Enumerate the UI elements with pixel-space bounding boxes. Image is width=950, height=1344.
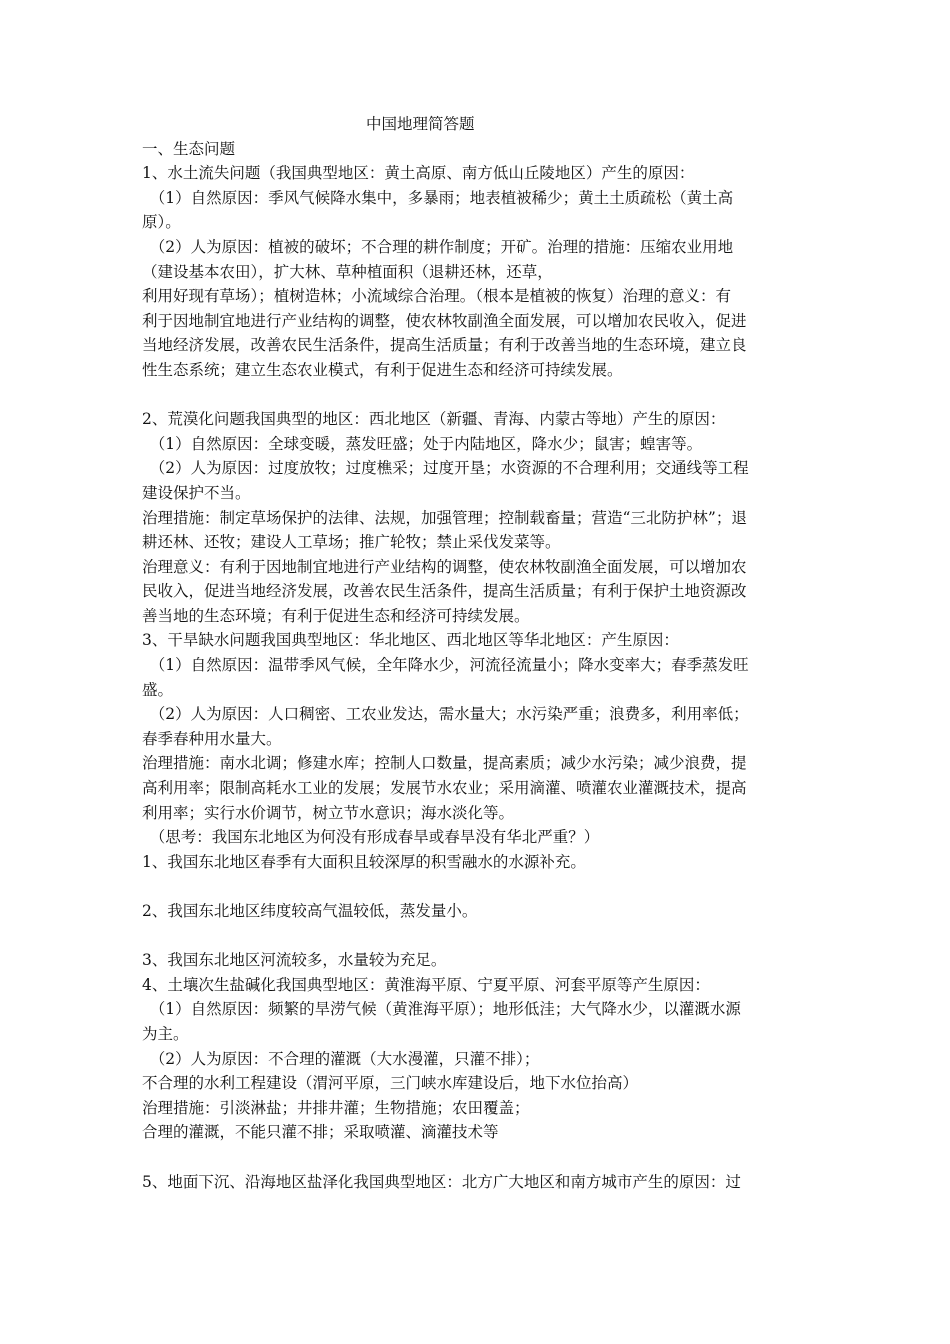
text-line: 合理的灌溉，不能只灌不排；采取喷灌、滴灌技术等 (142, 1123, 499, 1142)
text-line: 民收入，促进当地经济发展，改善农民生活条件，提高生活质量；有利于保护土地资源改 (142, 582, 747, 601)
text-line: 1、我国东北地区春季有大面积且较深厚的积雪融水的水源补充。 (142, 852, 586, 871)
text-line: 为主。 (142, 1024, 189, 1043)
text-line: 不合理的水利工程建设（渭河平原，三门峡水库建设后，地下水位抬高） (142, 1074, 639, 1093)
document-title: 中国地理简答题 (366, 115, 475, 133)
text-line: 一、生态问题 (142, 139, 236, 158)
text-line: （1）自然原因：频繁的旱涝气候（黄淮海平原）；地形低洼；大气降水少，以灌溉水源 (142, 1000, 741, 1019)
text-line: （建设基本农田），扩大林、草种植面积（退耕还林，还草， (142, 262, 553, 281)
text-line: （2）人为原因：植被的破坏；不合理的耕作制度；开矿。治理的措施：压缩农业用地 (142, 237, 734, 256)
text-line: 3、干旱缺水问题我国典型地区：华北地区、西北地区等华北地区：产生原因： (142, 631, 679, 650)
text-line: 建设保护不当。 (142, 483, 251, 502)
text-line: 2、我国东北地区纬度较高气温较低，蒸发量小。 (142, 902, 478, 920)
text-line: （1）自然原因：全球变暖，蒸发旺盛；处于内陆地区，降水少；鼠害；蝗害等。 (142, 434, 703, 453)
blank-line (142, 383, 812, 408)
text-line: 高利用率；限制高耗水工业的发展；发展节水农业；采用滴灌、喷灌农业灌溉技术，提高 (142, 779, 747, 798)
text-line: 原）。 (142, 213, 181, 232)
text-line: 治理措施：制定草场保护的法律、法规，加强管理；控制载畜量；营造“三北防护林”；退 (142, 508, 747, 527)
text-line: 3、我国东北地区河流较多，水量较为充足。 (142, 951, 447, 970)
text-line: 治理措施：南水北调；修建水库；控制人口数量，提高素质；减少水污染；减少浪费，提 (142, 754, 747, 773)
text-line: 利用率；实行水价调节，树立节水意识；海水淡化等。 (142, 803, 515, 822)
text-line: 1、水土流失问题（我国典型地区：黄土高原、南方低山丘陵地区）产生的原因： (142, 164, 695, 183)
text-line: 5、地面下沉、沿海地区盐泽化我国典型地区：北方广大地区和南方城市产生的原因：过 (142, 1172, 741, 1191)
text-line: （1）自然原因：温带季风气候，全年降水少，河流径流量小；降水变率大；春季蒸发旺 (142, 656, 749, 675)
text-line: 治理意义：有利于因地制宜地进行产业结构的调整，使农林牧副渔全面发展，可以增加农 (142, 557, 747, 576)
text-line: （1）自然原因：季风气候降水集中，多暴雨；地表植被稀少；黄土土质疏松（黄土高 (142, 188, 734, 207)
text-line: 耕还林、还牧；建设人工草场；推广轮牧；禁止采伐发菜等。 (142, 533, 561, 552)
document-body (142, 112, 812, 1194)
blank-line (142, 1145, 812, 1170)
text-line: （思考：我国东北地区为何没有形成春旱或春旱没有华北严重？） (142, 828, 600, 847)
blank-line (142, 924, 812, 949)
text-line: （2）人为原因：人口稠密、工农业发达，需水量大；水污染严重；浪费多，利用率低； (142, 705, 749, 724)
text-line: （2）人为原因：过度放牧；过度樵采；过度开垦；水资源的不合理利用；交通线等工程 (142, 459, 749, 478)
text-line: 善当地的生态环境；有利于促进生态和经济可持续发展。 (142, 606, 530, 625)
text-line: 利于因地制宜地进行产业结构的调整，使农林牧副渔全面发展，可以增加农民收入，促进 (142, 311, 747, 330)
text-line: 盛。 (142, 680, 174, 699)
text-line: 治理措施：引淡淋盐；井排井灌；生物措施；农田覆盖； (142, 1098, 530, 1117)
blank-line (142, 874, 812, 899)
text-line: 性生态系统；建立生态农业模式，有利于促进生态和经济可持续发展。 (142, 360, 623, 379)
document-lines (142, 137, 812, 1195)
text-line: 4、土壤次生盐碱化我国典型地区：黄淮海平原、宁夏平原、河套平原等产生原因： (142, 975, 710, 994)
text-line: 2、荒漠化问题我国典型的地区：西北地区（新疆、青海、内蒙古等地）产生的原因： (142, 410, 726, 429)
text-line: 利用好现有草场）；植树造林；小流域综合治理。（根本是植被的恢复）治理的意义：有 (142, 287, 732, 306)
text-line: （2）人为原因：不合理的灌溉（大水漫灌，只灌不排）； (142, 1049, 540, 1068)
text-line: 当地经济发展，改善农民生活条件，提高生活质量；有利于改善当地的生态环境，建立良 (142, 336, 747, 355)
text-line: 春季春种用水量大。 (142, 729, 282, 748)
